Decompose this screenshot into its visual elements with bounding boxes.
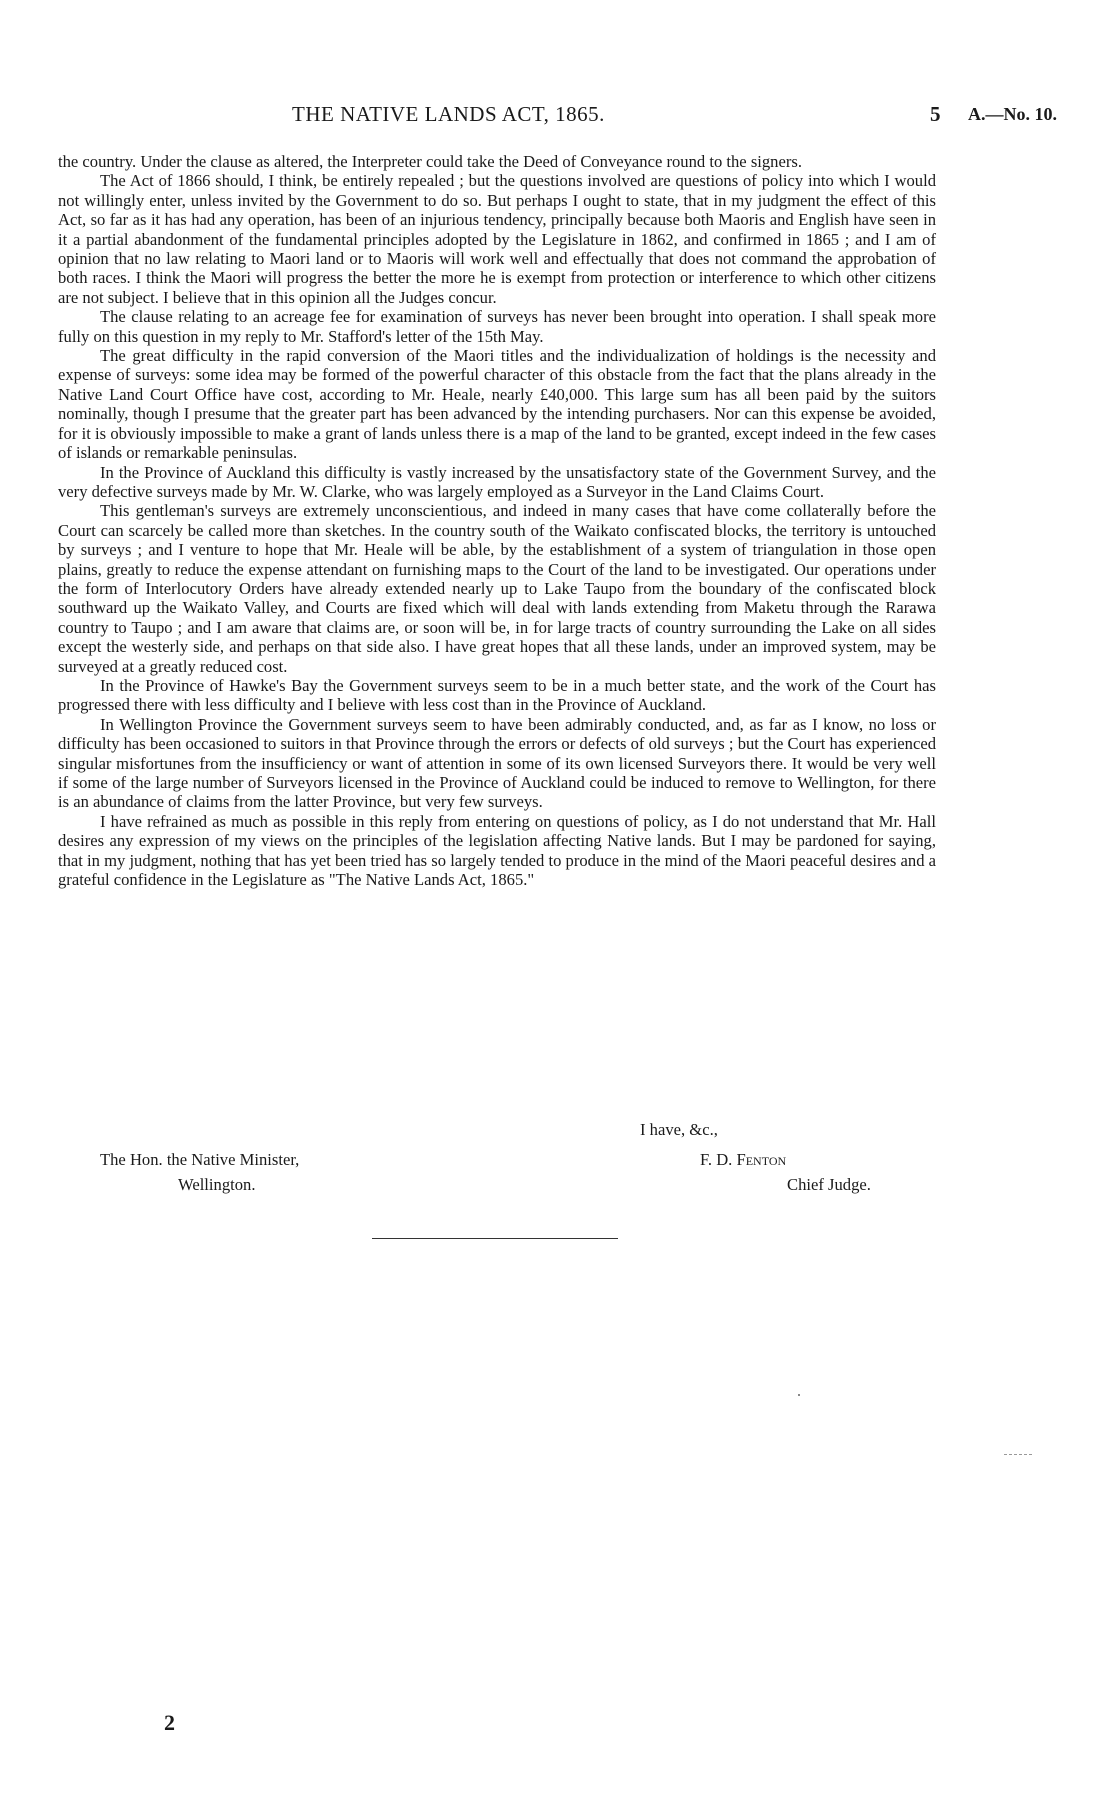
signature-mark: 2 (164, 1710, 175, 1735)
document-reference: A.—No. 10. (968, 104, 1057, 124)
stray-dash (1004, 1454, 1032, 1455)
letter-body (58, 152, 936, 889)
paragraph: In the Province of Hawke's Bay the Government surveys seem to be in a much better state, and the work of the Court has progressed there with less difficulty and I believe with less cost than in the Province of Auckland. (58, 675, 936, 715)
paragraph: The great difficulty in the rapid conversion of the Maori titles and the individualization of holdings is the necessity and expense of surveys: some idea may be formed of the powerful character of this obstacle from the fact that the plans already in the Native Land Court Office have cost, according to Mr. Heale, nearly £40,000. This large sum has all been paid by the suitors nominally, though I presume that the greater part has been advanced by the intending purchasers. Nor can this expense be avoided, for it is obviously impossible to make a grant of lands unless there is a map of the land to be granted, except indeed in the few cases of islands or remarkable peninsulas. (58, 346, 936, 463)
signatory-title: Chief Judge. (787, 1175, 871, 1194)
addressee-line: The Hon. the Native Minister, (100, 1150, 300, 1169)
salutation: I have, &c., (640, 1120, 718, 1139)
addressee-line: Wellington. (178, 1175, 256, 1194)
paragraph: In Wellington Province the Government surveys seem to have been admirably conducted, and, as far as I know, no loss or difficulty has been occasioned to suitors in that Province through the errors or defects of old surveys ; but the Court has experienced singular misfortunes from the insufficiency or want of attention in some of its own licensed Surveyors there. It would be very well if some of the large number of Surveyors licensed in the Province of Auckland could be induced to remove to Wellington, for there is an abundance of claims from the latter Province, but very few surveys. (58, 714, 936, 812)
paragraph: I have refrained as much as possible in this reply from entering on questions of policy, as I do not understand that Mr. Hall desires any expression of my views on the principles of the legislation affecting Native lands. But I may be pardoned for saying, that in my judgment, nothing that has yet been tried has so largely tended to produce in the mind of the Maori peaceful desires and a grateful confidence in the Legislature as "The Native Lands Act, 1865." (58, 811, 937, 890)
page-number: 5 (930, 102, 941, 126)
paragraph: the country. Under the clause as altered, the Interpreter could take the Deed of Conveyance round to the signers. (58, 152, 802, 171)
paragraph: This gentleman's surveys are extremely unconscientious, and indeed in many cases that have come collaterally before the Court can scarcely be called more than sketches. In the country south of the Waikato confiscated blocks, the territory is untouched by surveys ; and I venture to hope that Mr. Heale will be able, by the establishment of a system of triangulation in those open plains, greatly to reduce the expense attendant on furnishing maps to the Court of the land to be investigated. Our operations under the form of Interlocutory Orders have already extended nearly up to Lake Taupo from the boundary of the confiscated block southward up the Waikato Valley, and Courts are fixed which will deal with lands extending from Maketu through the Rarawa country to Taupo ; and I am aware that claims are, or soon will be, in for large tracts of country surrounding the Lake on all sides except the westerly side, and perhaps on that side also. I have great hopes that all these lands, under an improved system, may be surveyed at a greatly reduced cost. (58, 501, 936, 676)
signature: F. D. Fenton (700, 1150, 787, 1169)
page-header (0, 102, 1114, 132)
paragraph: In the Province of Auckland this difficulty is vastly increased by the unsatisfactory state of the Government Survey, and the very defective surveys made by Mr. W. Clarke, who was largely employed as a Surveyor in the Land Claims Court. (58, 462, 936, 501)
divider-rule (372, 1238, 618, 1239)
paragraph: The Act of 1866 should, I think, be entirely repealed ; but the questions involved are questions of policy into which I would not willingly enter, unless invited by the Government to do so. But perhaps I ought to state, that in my judgment the effect of this Act, so far as it has had any operation, has been of an injurious tendency, principally because both Maoris and English have seen in it a partial abandonment of the fundamental principles adopted by the Legislature in 1862, and confirmed in 1865 ; and I am of opinion that no law relating to Maori land or to Maoris will work well and effectually that does not command the approbation of both races. I think the Maori will progress the better the more he is exempt from protection or interference to which other citizens are not subject. I believe that in this opinion all the Judges concur. (58, 171, 936, 307)
document-title: THE NATIVE LANDS ACT, 1865. (292, 102, 605, 126)
paragraph: The clause relating to an acreage fee for examination of surveys has never been brought into operation. I shall speak more fully on this question in my reply to Mr. Stafford's letter of the 15th May. (58, 307, 936, 346)
stray-mark (798, 1394, 800, 1396)
